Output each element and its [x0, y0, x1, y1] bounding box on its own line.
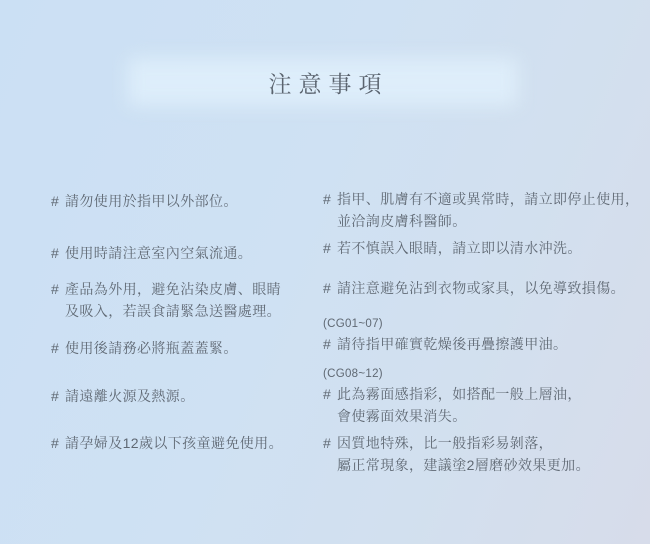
item-text: 並洽詢皮膚科醫師。 [337, 213, 467, 229]
notice-column-right [323, 188, 643, 476]
hash-bullet: # [51, 245, 60, 261]
item-text: 指甲、肌膚有不適或異常時，請立即停止使用， [337, 191, 640, 207]
item-line-first [323, 188, 643, 210]
item-text: 屬正常現象，建議塗2層磨砂效果更加。 [337, 457, 590, 473]
page-title: 注意事項 [268, 71, 389, 97]
item-line-first [51, 278, 331, 300]
item-group-label: (CG01~07) [323, 318, 383, 330]
hash-bullet: # [323, 240, 332, 256]
notice-item [323, 368, 643, 427]
hash-bullet: # [51, 281, 60, 297]
notice-item [51, 278, 331, 322]
notice-item [323, 188, 643, 232]
hash-bullet: # [51, 193, 60, 209]
item-line-continuation [51, 300, 331, 322]
item-text: 及吸入，若誤食請緊急送醫處理。 [65, 303, 281, 319]
item-text: 此為霧面感指彩，如搭配一般上層油， [337, 386, 582, 402]
notice-item [51, 385, 331, 407]
item-text: 使用時請注意室內空氣流通。 [65, 245, 253, 261]
notice-column-left [51, 190, 331, 454]
item-text: 請待指甲確實乾燥後再疊擦護甲油。 [337, 336, 568, 352]
item-line-first [323, 432, 643, 454]
item-line-continuation [323, 454, 643, 476]
hash-bullet: # [323, 336, 332, 352]
item-text: 請勿使用於指甲以外部位。 [65, 193, 238, 209]
item-text: 若不慎誤入眼睛，請立即以清水沖洗。 [337, 240, 582, 256]
item-text: 請注意避免沾到衣物或家具，以免導致損傷。 [337, 280, 625, 296]
item-line-continuation [323, 405, 643, 427]
notice-item [51, 432, 331, 454]
notice-item [51, 190, 331, 212]
item-line-first [51, 242, 331, 264]
hash-bullet: # [323, 280, 332, 296]
hash-bullet: # [51, 340, 60, 356]
item-line-first [51, 385, 331, 407]
hash-bullet: # [51, 388, 60, 404]
item-text: 請遠離火源及熱源。 [65, 388, 195, 404]
notice-item [51, 337, 331, 359]
notice-item [323, 432, 643, 476]
item-text: 請孕婦及12歲以下孩童避免使用。 [65, 435, 283, 451]
item-line-first [323, 277, 643, 299]
hash-bullet: # [323, 435, 332, 451]
hash-bullet: # [323, 386, 332, 402]
notice-item [323, 277, 643, 299]
hash-bullet: # [323, 191, 332, 207]
item-line-continuation [323, 210, 643, 232]
item-line-first [51, 432, 331, 454]
item-line-first [51, 337, 331, 359]
notice-item [323, 318, 643, 355]
item-line-first [323, 237, 643, 259]
notice-item [323, 237, 643, 259]
item-group-label: (CG08~12) [323, 368, 383, 380]
item-text: 使用後請務必將瓶蓋蓋緊。 [65, 340, 238, 356]
item-line-first [51, 190, 331, 212]
item-text: 產品為外用，避免沾染皮膚、眼睛 [65, 281, 281, 297]
hash-bullet: # [51, 435, 60, 451]
item-line-first [323, 383, 643, 405]
item-text: 因質地特殊，比一般指彩易剝落， [337, 435, 553, 451]
notice-item [51, 242, 331, 264]
item-text: 會使霧面效果消失。 [337, 408, 467, 424]
item-line-first [323, 333, 643, 355]
